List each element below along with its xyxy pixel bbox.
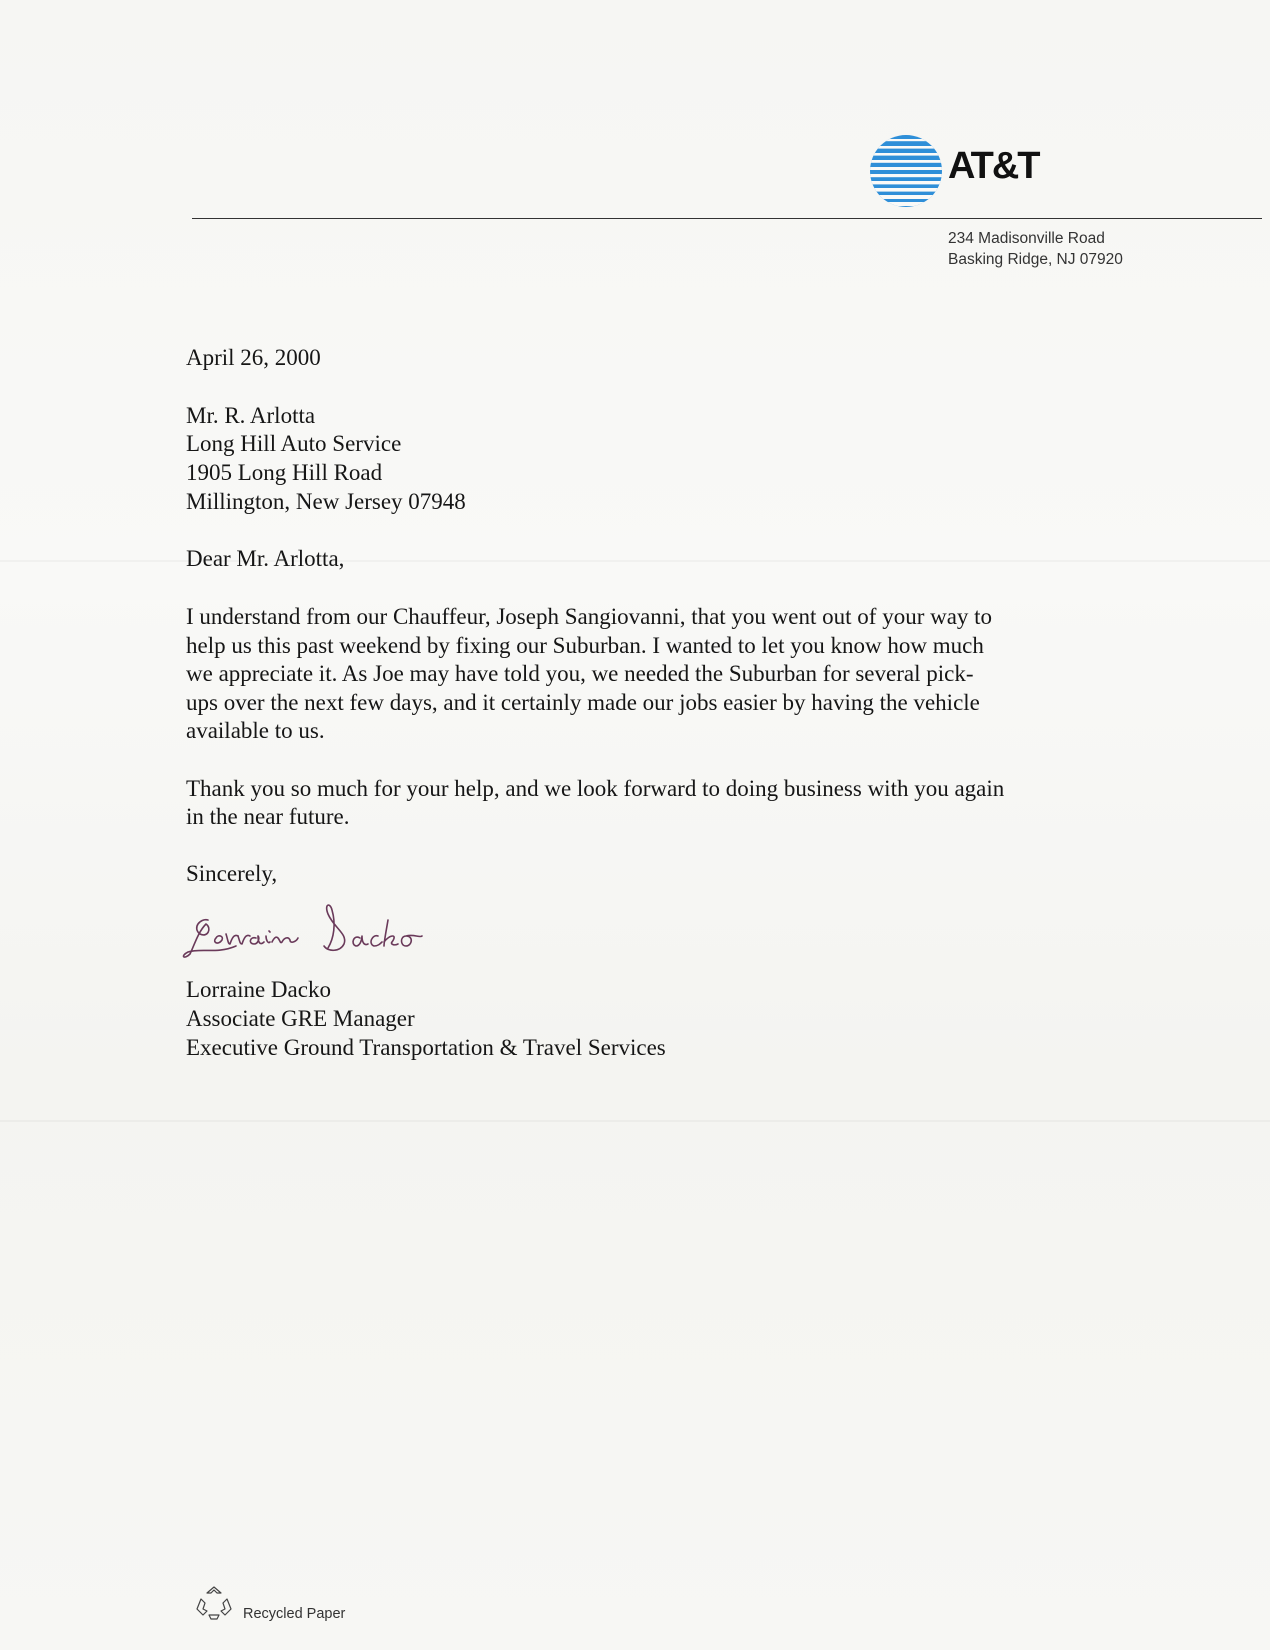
letterhead-address bbox=[948, 228, 1123, 270]
signer-name: Lorraine Dacko bbox=[186, 977, 331, 1002]
recipient-name: Mr. R. Arlotta bbox=[186, 403, 316, 428]
salutation: Dear Mr. Arlotta, bbox=[186, 546, 345, 571]
paragraph-1-line: help us this past weekend by fixing our Suburban. I wanted to let you know how much bbox=[186, 633, 984, 658]
recipient-city: Millington, New Jersey 07948 bbox=[186, 489, 466, 514]
paper-fold bbox=[0, 1120, 1270, 1122]
letter-date: April 26, 2000 bbox=[186, 345, 321, 370]
company-name: AT&T bbox=[948, 145, 1039, 187]
closing: Sincerely, bbox=[186, 861, 278, 886]
recycle-icon bbox=[193, 1585, 235, 1621]
signer-department: Executive Ground Transportation & Travel Services bbox=[186, 1035, 666, 1060]
recipient-company: Long Hill Auto Service bbox=[186, 431, 402, 456]
paragraph-1-line: available to us. bbox=[186, 718, 325, 743]
paragraph-2-line: Thank you so much for your help, and we look forward to doing business with you again bbox=[186, 776, 1005, 801]
paragraph-2-line: in the near future. bbox=[186, 804, 350, 829]
recipient-street: 1905 Long Hill Road bbox=[186, 460, 383, 485]
paragraph-1-line: ups over the next few days, and it certainly made our jobs easier by having the vehicle bbox=[186, 690, 980, 715]
address-line-1: 234 Madisonville Road bbox=[948, 230, 1105, 247]
signer-title: Associate GRE Manager bbox=[186, 1006, 415, 1031]
address-line-2: Basking Ridge, NJ 07920 bbox=[948, 251, 1123, 268]
paragraph-1-line: I understand from our Chauffeur, Joseph Sangiovanni, that you went out of your way to bbox=[186, 604, 993, 629]
recycled-paper-label: Recycled Paper bbox=[243, 1606, 346, 1622]
handwritten-signature bbox=[178, 898, 438, 968]
paragraph-1-line: we appreciate it. As Joe may have told you, we needed the Suburban for several pick- bbox=[186, 661, 974, 686]
att-globe-icon bbox=[866, 130, 948, 212]
letterhead-rule bbox=[192, 218, 1262, 219]
